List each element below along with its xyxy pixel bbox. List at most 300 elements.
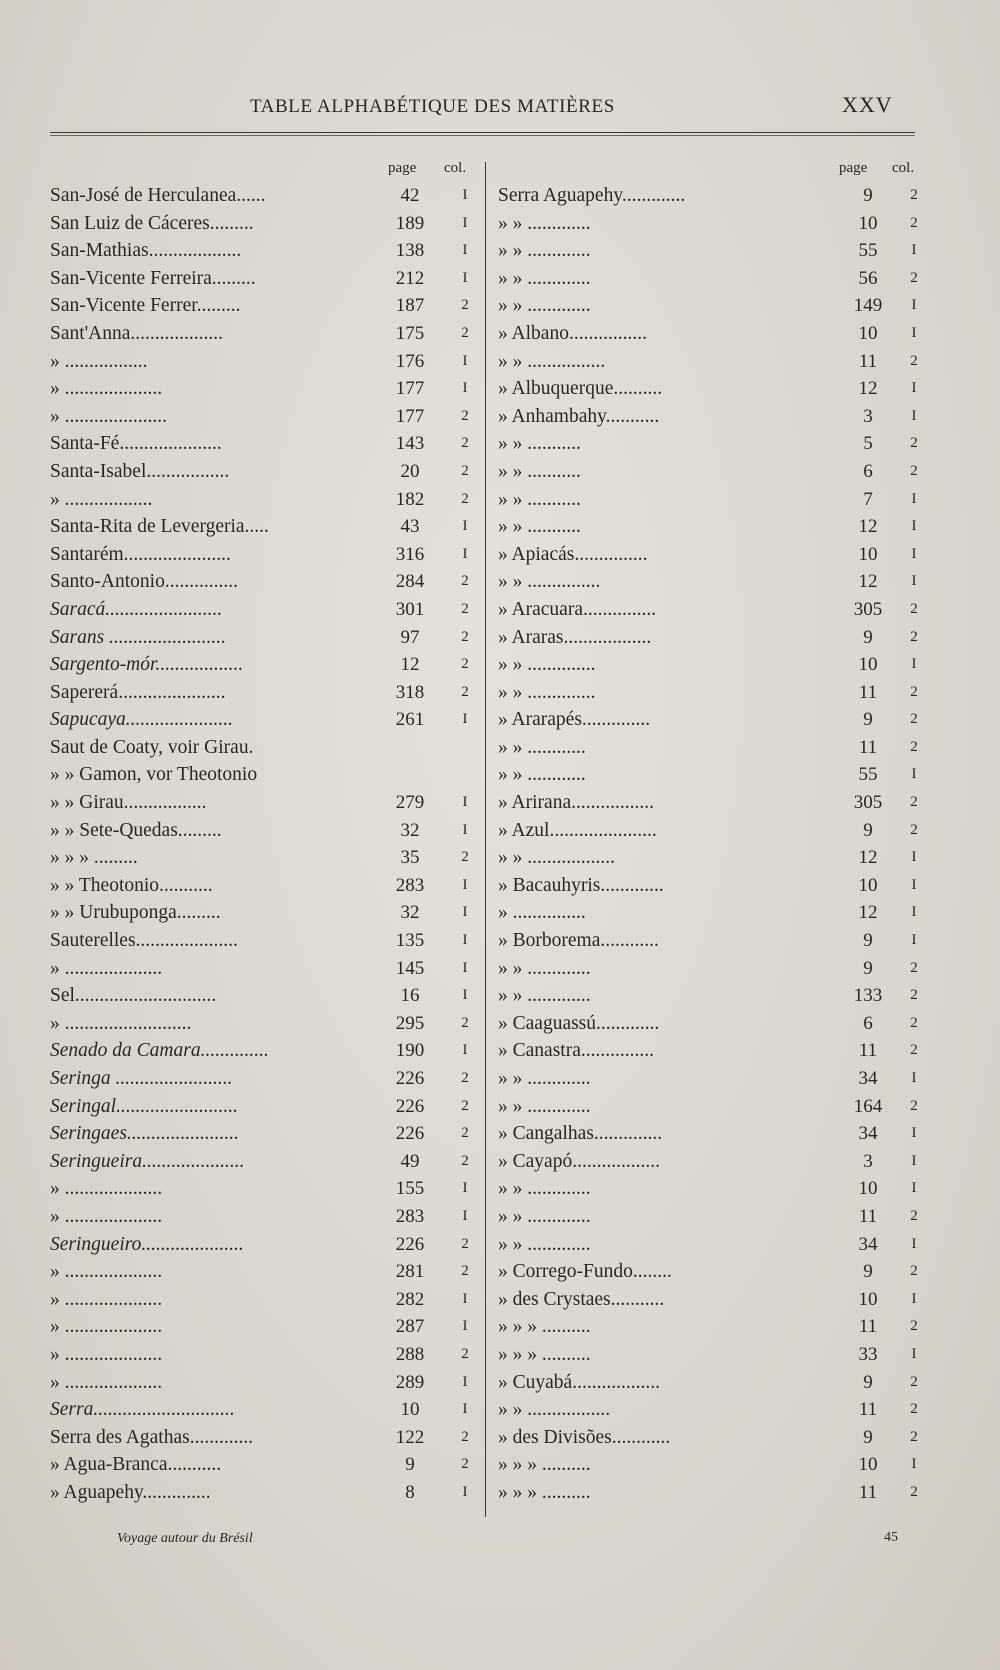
entry-label: » .................. [50, 488, 153, 510]
index-entry-row [50, 1203, 490, 1231]
entry-column-number: 2 [461, 1428, 469, 1445]
index-entry-row [498, 679, 928, 707]
entry-page-number: 138 [395, 240, 425, 262]
index-entry-row [498, 789, 928, 817]
page-number: XXV [842, 92, 893, 117]
entry-column-number: 2 [461, 435, 469, 452]
entry-page-number: 261 [395, 709, 425, 731]
entry-page-number: 318 [395, 681, 425, 703]
entry-label: » .................... [50, 1288, 163, 1310]
index-entry-row [50, 320, 490, 348]
entry-label: Sapererá...................... [50, 681, 226, 703]
entry-label: » » ............ [498, 736, 586, 758]
entry-page-number: 49 [400, 1150, 420, 1172]
entry-page-number: 177 [395, 378, 425, 400]
index-entry-row [50, 1258, 490, 1286]
entry-label: » .................... [50, 957, 163, 979]
index-entry-row [498, 844, 928, 872]
entry-column-number: I [462, 1180, 468, 1197]
entry-column-number: 2 [910, 1263, 918, 1280]
entry-page-number: 11 [858, 1316, 878, 1338]
entry-label: Senado da Camara.............. [50, 1040, 269, 1062]
index-entry-row [498, 955, 928, 983]
entry-label: » » ........... [498, 488, 581, 510]
left-entry-list [50, 182, 490, 1507]
index-entry-row [50, 1396, 490, 1424]
entry-label: » Azul...................... [498, 819, 657, 841]
entry-page-number: 10 [858, 212, 878, 234]
index-entry-row [50, 927, 490, 955]
entry-column-number: I [911, 407, 917, 424]
entry-column-number: I [462, 1042, 468, 1059]
entry-page-number: 9 [863, 819, 873, 841]
entry-column-number: I [911, 490, 917, 507]
index-entry-row [50, 761, 490, 789]
index-entry-row [498, 596, 928, 624]
entry-page-number: 16 [400, 985, 420, 1007]
entry-page-number: 11 [858, 1040, 878, 1062]
entry-page-number: 135 [395, 930, 425, 952]
entry-column-number: I [462, 987, 468, 1004]
index-entry-row [50, 1313, 490, 1341]
entry-page-number: 149 [853, 295, 883, 317]
index-entry-row [50, 403, 490, 431]
entry-label: » ..................... [50, 405, 167, 427]
entry-column-number: 2 [910, 628, 918, 645]
footer-signature: 45 [884, 1530, 898, 1545]
index-entry-row [498, 651, 928, 679]
index-entry-row [50, 210, 490, 238]
index-entry-row [50, 1120, 490, 1148]
entry-page-number: 12 [858, 378, 878, 400]
index-entry-row [50, 237, 490, 265]
entry-column-number: 2 [461, 573, 469, 590]
index-entry-row [498, 1369, 928, 1397]
index-entry-row [50, 651, 490, 679]
entry-label: Santarém...................... [50, 543, 231, 565]
index-entry-row [498, 1424, 928, 1452]
entry-column-number: 2 [461, 1345, 469, 1362]
index-entry-row [498, 568, 928, 596]
index-entry-row [50, 1424, 490, 1452]
entry-label: » » .............. [498, 681, 596, 703]
entry-page-number: 283 [395, 874, 425, 896]
entry-label: Seringueiro..................... [50, 1233, 244, 1255]
entry-page-number: 133 [853, 985, 883, 1007]
index-entry-row [498, 1037, 928, 1065]
index-entry-row [498, 1451, 928, 1479]
entry-column-number: I [462, 904, 468, 921]
index-entry-row [498, 1203, 928, 1231]
index-entry-row [50, 844, 490, 872]
index-entry-row [498, 872, 928, 900]
entry-label: » » Girau................. [50, 792, 207, 814]
entry-column-number: I [911, 932, 917, 949]
index-entry-row [50, 1175, 490, 1203]
entry-label: Sapucaya...................... [50, 709, 234, 731]
entry-label: » » .............. [498, 654, 596, 676]
entry-label: » » ................. [498, 1399, 611, 1421]
index-entry-row [498, 265, 928, 293]
entry-column-number: 2 [461, 1014, 469, 1031]
entry-column-number: I [911, 1290, 917, 1307]
right-column-header [498, 150, 928, 182]
entry-label: » des Divisões............ [498, 1426, 671, 1448]
entry-label: » .................... [50, 1261, 163, 1283]
index-entry-row [498, 1175, 928, 1203]
entry-page-number: 56 [858, 267, 878, 289]
col-header-label: col. [892, 160, 915, 176]
entry-column-number: 2 [910, 214, 918, 231]
entry-column-number: I [911, 766, 917, 783]
entry-label: » » ............ [498, 764, 586, 786]
entry-label: » ................. [50, 350, 148, 372]
entry-column-number: 2 [461, 1097, 469, 1114]
entry-column-number: 2 [910, 1428, 918, 1445]
index-entry-row [498, 430, 928, 458]
entry-page-number: 7 [863, 488, 873, 510]
entry-column-number: 2 [461, 490, 469, 507]
entry-page-number: 226 [395, 1123, 425, 1145]
entry-column-number: 2 [910, 1318, 918, 1335]
entry-column-number: 2 [910, 738, 918, 755]
entry-column-number: 2 [910, 352, 918, 369]
entry-label: » » ............. [498, 1068, 591, 1089]
entry-column-number: I [911, 1456, 917, 1473]
entry-column-number: 2 [910, 959, 918, 976]
entry-page-number: 10 [858, 543, 878, 565]
entry-column-number: 2 [461, 462, 469, 479]
index-entry-row [50, 899, 490, 927]
entry-page-number: 35 [400, 847, 420, 869]
index-entry-row [50, 1093, 490, 1121]
col-header-label: col. [444, 160, 467, 176]
index-entry-row [50, 1065, 490, 1093]
right-entry-list [498, 182, 928, 1507]
entry-page-number: 226 [395, 1233, 425, 1255]
entry-page-number: 11 [858, 1399, 878, 1421]
index-entry-row [50, 1010, 490, 1038]
entry-label: » .................... [50, 1178, 163, 1200]
entry-label: Serra des Agathas............. [50, 1426, 254, 1448]
entry-page-number: 11 [858, 681, 878, 703]
entry-label: Sauterelles..................... [50, 930, 238, 952]
entry-column-number: I [911, 1345, 917, 1362]
entry-label: » » ............... [498, 571, 601, 593]
entry-page-number: 226 [395, 1095, 425, 1117]
entry-page-number: 10 [858, 654, 878, 676]
entry-page-number: 145 [395, 957, 425, 979]
index-entry-row [50, 1369, 490, 1397]
footer-book-title: Voyage autour du Brésil [117, 1531, 253, 1546]
entry-column-number: 2 [910, 711, 918, 728]
index-entry-row [50, 458, 490, 486]
entry-column-number: I [462, 214, 468, 231]
entry-column-number: 2 [910, 1207, 918, 1224]
entry-column-number: I [911, 518, 917, 535]
entry-page-number: 9 [863, 930, 873, 952]
entry-label: » ............... [498, 902, 586, 924]
entry-page-number: 9 [863, 1426, 873, 1448]
index-entry-row [50, 1341, 490, 1369]
entry-column-number: I [911, 904, 917, 921]
entry-column-number: I [462, 242, 468, 259]
index-entry-row [50, 568, 490, 596]
entry-column-number: 2 [461, 1152, 469, 1169]
entry-label: Seringal......................... [50, 1095, 238, 1117]
entry-label: Seringa ........................ [50, 1068, 233, 1089]
entry-page-number: 9 [863, 709, 873, 731]
entry-column-number: I [462, 932, 468, 949]
entry-label: Saut de Coaty, voir Girau. [50, 736, 254, 758]
entry-column-number: I [462, 821, 468, 838]
entry-label: » Caaguassú............. [498, 1012, 660, 1034]
entry-label: » » ............. [498, 212, 591, 234]
entry-label: » .................... [50, 1205, 163, 1227]
entry-column-number: 2 [461, 1263, 469, 1280]
entry-column-number: 2 [910, 1042, 918, 1059]
entry-column-number: I [462, 1401, 468, 1418]
entry-column-number: 2 [910, 435, 918, 452]
index-entry-row [498, 375, 928, 403]
entry-page-number: 32 [400, 902, 420, 924]
index-entry-row [498, 458, 928, 486]
index-entry-row [498, 486, 928, 514]
entry-column-number: 2 [461, 1070, 469, 1086]
entry-label: » » » .......... [498, 1481, 591, 1503]
page-header-label: page [388, 160, 417, 176]
entry-page-number: 289 [395, 1371, 425, 1393]
entry-page-number: 9 [863, 626, 873, 648]
entry-label: » » » ......... [50, 847, 138, 869]
entry-label: Santa-Rita de Levergeria..... [50, 516, 269, 538]
running-title: TABLE ALPHABÉTIQUE DES MATIÈRES [250, 96, 615, 117]
entry-label: San Luiz de Cáceres......... [50, 212, 254, 234]
entry-label: Santo-Antonio............... [50, 571, 238, 593]
index-entry-row [50, 541, 490, 569]
index-entry-row [498, 1396, 928, 1424]
entry-label: » » ............. [498, 1178, 591, 1200]
entry-label: » Canastra............... [498, 1040, 654, 1062]
index-entry-row [498, 1313, 928, 1341]
index-entry-row [50, 292, 490, 320]
index-entry-row [50, 679, 490, 707]
entry-label: San-Vicente Ferrer......... [50, 295, 241, 317]
entry-label: » Albano................ [498, 322, 647, 344]
entry-column-number: I [911, 297, 917, 314]
entry-page-number: 55 [858, 240, 878, 262]
index-entry-row [50, 1148, 490, 1176]
entry-label: » » ............. [498, 240, 591, 262]
left-column-header [50, 150, 490, 182]
entry-page-number: 10 [858, 874, 878, 896]
entry-column-number: 2 [910, 1014, 918, 1031]
entry-label: » » ............. [498, 985, 591, 1007]
index-entry-row [50, 734, 490, 762]
entry-column-number: 2 [910, 1097, 918, 1114]
entry-column-number: 2 [461, 683, 469, 700]
entry-label: » » Urubuponga......... [50, 902, 221, 924]
entry-page-number: 12 [400, 654, 420, 676]
entry-label: » Cuyabá.................. [498, 1371, 660, 1393]
index-entry-row [498, 403, 928, 431]
entry-label: » des Crystaes........... [498, 1288, 665, 1310]
entry-column-number: 2 [910, 821, 918, 838]
entry-page-number: 189 [395, 212, 425, 234]
entry-page-number: 164 [853, 1095, 883, 1117]
entry-page-number: 281 [395, 1261, 425, 1283]
index-entry-row [498, 1231, 928, 1259]
entry-label: San-Mathias................... [50, 240, 242, 262]
entry-label: Sargento-mór.................. [50, 654, 244, 676]
entry-label: » » Theotonio........... [50, 874, 213, 896]
entry-page-number: 3 [863, 405, 873, 427]
entry-column-number: 2 [910, 187, 918, 203]
entry-label: » Agua-Branca........... [50, 1454, 222, 1476]
entry-label: » Bacauhyris............. [498, 874, 664, 896]
entry-page-number: 190 [395, 1040, 425, 1062]
index-entry-row [498, 982, 928, 1010]
entry-label: » » .................. [498, 847, 615, 869]
index-entry-row [50, 182, 490, 210]
index-entry-row [50, 1286, 490, 1314]
index-entry-row [498, 292, 928, 320]
index-entry-row [50, 265, 490, 293]
entry-page-number: 5 [863, 433, 873, 455]
entry-column-number: 2 [461, 1456, 469, 1473]
entry-label: » » ............. [498, 267, 591, 289]
entry-column-number: I [462, 1207, 468, 1224]
entry-label: » Aguapehy.............. [50, 1481, 211, 1503]
entry-page-number: 284 [395, 571, 425, 593]
entry-column-number: I [911, 1125, 917, 1142]
entry-column-number: I [911, 1070, 917, 1086]
entry-column-number: 2 [461, 1235, 469, 1252]
entry-column-number: 2 [461, 600, 469, 617]
index-entry-row [498, 899, 928, 927]
entry-label: » » ............. [498, 1233, 591, 1255]
index-entry-row [498, 320, 928, 348]
entry-page-number: 122 [395, 1426, 425, 1448]
index-entry-row [498, 1065, 928, 1093]
index-entry-row [498, 817, 928, 845]
entry-column-number: 2 [461, 407, 469, 424]
entry-page-number: 42 [400, 185, 420, 206]
entry-label: Serra Aguapehy............. [498, 185, 686, 206]
entry-column-number: I [911, 380, 917, 397]
entry-label: Sarans ........................ [50, 626, 227, 648]
index-entry-row [50, 955, 490, 983]
entry-label: » Arirana................. [498, 792, 654, 814]
entry-page-number: 12 [858, 847, 878, 869]
entry-label: San-José de Herculanea...... [50, 185, 266, 206]
entry-column-number: I [911, 1180, 917, 1197]
entry-column-number: I [911, 849, 917, 866]
entry-page-number: 10 [400, 1399, 420, 1421]
index-entry-row [50, 596, 490, 624]
entry-label: Seringueira..................... [50, 1150, 245, 1172]
header-rule-secondary [50, 135, 915, 136]
entry-page-number: 43 [400, 516, 420, 538]
index-entry-row [498, 1093, 928, 1121]
entry-page-number: 9 [405, 1454, 415, 1476]
index-entry-row [50, 1037, 490, 1065]
entry-page-number: 10 [858, 1178, 878, 1200]
entry-page-number: 34 [858, 1233, 878, 1255]
entry-column-number: 2 [910, 987, 918, 1004]
entry-page-number: 10 [858, 1288, 878, 1310]
entry-page-number: 9 [863, 1261, 873, 1283]
header-rule [50, 132, 915, 133]
entry-column-number: I [911, 876, 917, 893]
entry-label: Seringaes....................... [50, 1123, 240, 1145]
entry-page-number: 175 [395, 322, 425, 344]
entry-column-number: I [462, 545, 468, 562]
entry-label: Santa-Fé..................... [50, 433, 222, 455]
entry-label: » Aracuara............... [498, 598, 657, 620]
entry-label: » Anhambahy........... [498, 405, 660, 427]
entry-column-number: I [462, 1290, 468, 1307]
entry-label: » Albuquerque.......... [498, 378, 663, 400]
entry-column-number: I [462, 269, 468, 286]
entry-label: Saracá........................ [50, 598, 223, 620]
entry-column-number: 2 [910, 683, 918, 700]
entry-page-number: 155 [395, 1178, 425, 1200]
entry-label: Sant'Anna................... [50, 322, 224, 344]
entry-column-number: 2 [461, 656, 469, 673]
entry-label: » » ............. [498, 295, 591, 317]
entry-column-number: 2 [910, 1483, 918, 1500]
entry-page-number: 11 [858, 1481, 878, 1503]
entry-label: » Ararapés.............. [498, 709, 651, 731]
index-entry-row [50, 1479, 490, 1507]
entry-page-number: 9 [863, 1371, 873, 1393]
entry-column-number: 2 [461, 324, 469, 341]
entry-page-number: 283 [395, 1205, 425, 1227]
entry-page-number: 9 [863, 957, 873, 979]
entry-column-number: I [911, 1152, 917, 1169]
entry-label: » » Gamon, vor Theotonio [50, 764, 258, 786]
entry-page-number: 97 [400, 626, 420, 648]
entry-page-number: 187 [395, 295, 425, 317]
entry-page-number: 20 [400, 460, 420, 482]
entry-label: Serra............................. [50, 1399, 235, 1421]
entry-page-number: 282 [395, 1288, 425, 1310]
entry-column-number: I [462, 876, 468, 893]
entry-page-number: 3 [863, 1150, 873, 1172]
entry-page-number: 287 [395, 1316, 425, 1338]
entry-column-number: I [462, 352, 468, 369]
index-entry-row [50, 1231, 490, 1259]
entry-column-number: 2 [910, 1401, 918, 1418]
entry-page-number: 34 [858, 1123, 878, 1145]
entry-page-number: 176 [395, 350, 425, 372]
entry-page-number: 301 [395, 598, 425, 620]
entry-page-number: 55 [858, 764, 878, 786]
entry-column-number: I [462, 1483, 468, 1500]
entry-page-number: 295 [395, 1012, 425, 1034]
index-entry-row [498, 1148, 928, 1176]
index-entry-row [498, 1120, 928, 1148]
index-entry-row [498, 761, 928, 789]
entry-label: » Apiacás............... [498, 543, 648, 565]
index-entry-row [50, 706, 490, 734]
entry-page-number: 10 [858, 322, 878, 344]
entry-label: » .................... [50, 1316, 163, 1338]
entry-page-number: 305 [853, 598, 883, 620]
entry-page-number: 9 [863, 185, 873, 206]
index-entry-row [498, 734, 928, 762]
